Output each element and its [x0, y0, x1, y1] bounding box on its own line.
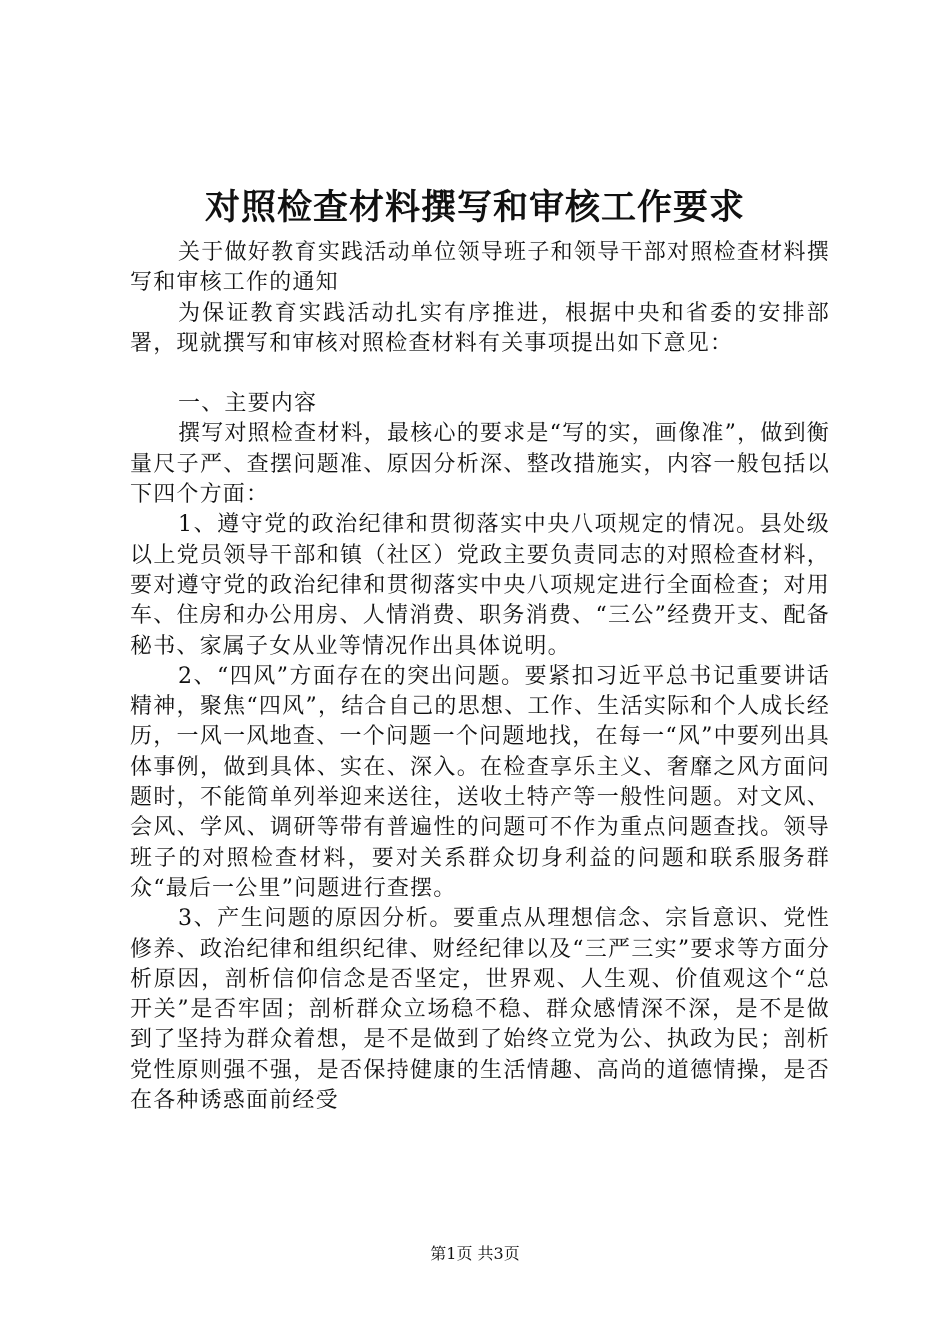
- notice-heading: 关于做好教育实践活动单位领导班子和领导干部对照检查材料撰写和审核工作的通知: [130, 240, 830, 296]
- intro-paragraph: 为保证教育实践活动扎实有序推进，根据中央和省委的安排部署，现就撰写和审核对照检查材料有关事项提出如下意见：: [130, 300, 830, 356]
- item-2-paragraph: 2、“四风”方面存在的突出问题。要紧扣习近平总书记重要讲话精神，聚焦“四风”，结合自己的思想、工作、生活实际和个人成长经历，一风一风地查、一个问题一个问题地找，在每一“风”中要列出具体事例，做到具体、实在、深入。在检查享乐主义、奢靡之风方面问题时，不能简单列举迎来送往，送收土特产等一般性问题。对文风、会风、学风、调研等带有普遍性的问题可不作为重点问题查找。领导班子的对照检查材料，要对关系群众切身利益的问题和联系服务群众“最后一公里”问题进行查摆。: [130, 663, 830, 901]
- item-3-paragraph: 3、产生问题的原因分析。要重点从理想信念、宗旨意识、党性修养、政治纪律和组织纪律、财经纪律以及“三严三实”要求等方面分析原因，剖析信仰信念是否坚定，世界观、人生观、价值观这个“总开关”是否牢固；剖析群众立场稳不稳、群众感情深不深，是不是做到了坚持为群众着想，是不是做到了始终立党为公、执政为民；剖析党性原则强不强，是否保持健康的生活情趣、高尚的道德情操，是否在各种诱惑面前经受: [130, 906, 830, 1114]
- section-heading: 一、主要内容: [178, 391, 318, 417]
- document-title: 对照检查材料撰写和审核工作要求: [204, 187, 745, 228]
- requirement-paragraph: 撰写对照检查材料，最核心的要求是“写的实，画像准”，做到衡量尺子严、查摆问题准、原因分析深、整改措施实，内容一般包括以下四个方面：: [130, 421, 830, 508]
- item-1-paragraph: 1、遵守党的政治纪律和贯彻落实中央八项规定的情况。县处级以上党员领导干部和镇（社区）党政主要负责同志的对照检查材料，要对遵守党的政治纪律和贯彻落实中央八项规定进行全面检查；对用车、住房和办公用房、人情消费、职务消费、“三公”经费开支、配备秘书、家属子女从业等情况作出具体说明。: [130, 512, 830, 659]
- page-number-footer: 第1页 共3页: [430, 1244, 520, 1263]
- document-body: [130, 238, 830, 1116]
